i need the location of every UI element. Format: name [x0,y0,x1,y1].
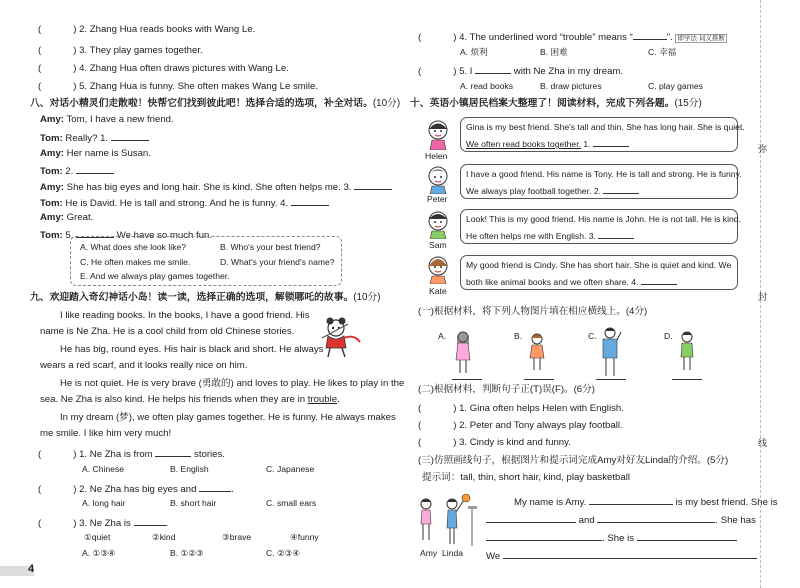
figure-label: B. [514,331,523,341]
person-name: Amy [420,548,438,558]
option: D. What's your friend's name? [220,257,335,267]
bubble-line: Look! This is my good friend. His name is John. He is not tall. He is kind. [466,214,741,224]
peter-avatar [426,164,450,194]
writing-line: We [486,549,757,563]
passage-line: In my dream (梦), we often play games together. He is funny. He always makes [60,412,396,423]
question-3: ( ) 3. Ne Zha is . [38,518,169,529]
dialog-line: Amy: Tom, I have a new friend. [40,114,174,125]
sam-avatar [426,209,450,239]
bubble-line: We often read books together. 1. [466,137,629,150]
option: B. English [170,464,209,474]
hint-words: 提示词：tall, thin, short hair, kind, play basketball [422,472,630,483]
side-char: 封 [758,292,768,302]
dialog-line: Tom: Really? 1. [40,131,149,145]
option: B. short hair [170,498,217,508]
option: B. ①②③ [170,548,204,558]
dialog-line: Tom: He is David. He is tall and strong. And he is funny. 4. [40,196,329,210]
page-number: 4 [28,563,35,575]
option: B. 困难 [540,47,568,57]
option: A. long hair [82,498,126,508]
answer-line[interactable] [452,370,482,380]
person-name: Sam [429,240,447,250]
answer-line[interactable] [524,370,554,380]
option: C. 幸福 [648,47,677,57]
option: B. draw pictures [540,81,602,91]
sub-option: ④funny [290,532,319,542]
tf-item: ( ) 2. Peter and Tony always play football. [418,420,623,431]
bubble-line: I have a good friend. His name is Tony. He is tall and strong. He is funny. [466,169,742,179]
figure-a [452,330,474,374]
option: A. What does she look like? [80,242,187,252]
person-name: Peter [427,194,448,204]
passage-line: He has big, round eyes. His hair is black and short. He always [60,344,324,355]
tf-item: ( ) 1. Gina often helps Helen with English. [418,403,624,414]
figure-label: C. [588,331,597,341]
kate-avatar [426,254,450,284]
question-5: ( ) 5. I with Ne Zha in my dream. [418,66,624,77]
prev-item: ( ) 3. They play games together. [38,45,203,56]
question-2: ( ) 2. Ne Zha has big eyes and . [38,484,234,495]
option: C. Japanese [266,464,315,474]
prev-item: ( ) 5. Zhang Hua is funny. She often makes Wang Le smile. [38,81,319,92]
question-1: ( ) 1. Ne Zha is from stories. [38,449,225,460]
passage-line: name is Ne Zha. He is a cool child from old Chinese stories. [40,326,295,337]
side-char: 弥 [758,144,768,154]
answer-line[interactable] [672,370,702,380]
dialog-line: Amy: Her name is Susan. [40,148,151,159]
sub-option: ②kind [152,532,176,542]
question-4: ( ) 4. The underlined word “trouble” means “ ”. 即学法·词义推断 [418,32,725,43]
figure-b [526,332,548,372]
option: A. 烦利 [460,47,488,57]
person-name: Helen [425,151,448,161]
writing-line: My name is Amy. is my best friend. She is [514,497,778,508]
bubble-line: My good friend is Cindy. She has short hair. She is quiet and kind. We [466,260,732,270]
answer-line[interactable] [596,370,626,380]
part-2-title: (二)根据材料，判断句子正(T)误(F)。(6分) [418,384,595,395]
side-char: 线 [758,438,768,448]
option: B. Who's your best friend? [220,242,321,252]
section-10-title: 十、英语小镇居民档案大整理了！阅读材料，完成下列各题。(15分) [410,98,702,109]
bubble-line: Gina is my best friend. She's tall and thin. She has long hair. She is quiet. [466,122,745,132]
option: C. ②③④ [266,548,301,558]
bubble-line: We always play football together. 2. [466,184,639,197]
figure-label: A. [438,331,447,341]
option: A. read books [460,81,514,91]
part-1-title: (一)根据材料，将下列人物图片填在相应横线上。(4分) [418,306,648,317]
person-name: Kate [429,286,447,296]
dialog-line: Tom: 2. [40,164,114,178]
sub-option: ①quiet [84,532,111,542]
dialog-line: Amy: She has big eyes and long hair. She is kind. She often helps me. 3. [40,180,392,194]
dialog-line: Tom: 5. We have so much fun. [40,230,213,241]
part-3-title: (三)仿照画线句子，根据图片和提示词完成Amy对好友Linda的介绍。(5分) [418,455,729,466]
section-9-title: 九、欢迎踏入奇幻神话小岛！读一读，选择正确的选项，解锁哪吒的故事。(10分) [30,292,381,303]
option: A. Chinese [82,464,125,474]
bubble-line: both like animal books and we often share. 4. [466,275,677,288]
sub-option: ③brave [222,532,252,542]
passage-line: I like reading books. In the books, I have a good friend. His [60,310,310,321]
option: A. ①③④ [82,548,116,558]
nezha-illustration [318,316,362,358]
passage-line: me smile. I like him very much! [40,428,172,439]
prev-item: ( ) 2. Zhang Hua reads books with Wang Le. [38,24,256,35]
option: C. play games [648,81,703,91]
passage-line: wears a red scarf, and it looks really nice on him. [40,360,248,371]
section-8-title: 八、对话小精灵们走散啦！快帮它们找到彼此吧！选择合适的选项，补全对话。(10分) [30,98,401,109]
amy-linda-illustration [412,490,478,546]
tf-item: ( ) 3. Cindy is kind and funny. [418,437,571,448]
prev-item: ( ) 4. Zhang Hua often draws pictures with Wang Le. [38,63,289,74]
dialog-line: Amy: Great. [40,212,94,223]
option: E. And we always play games together. [80,271,230,281]
figure-d [676,330,698,372]
figure-label: D. [664,331,673,341]
person-name: Linda [442,548,464,558]
bubble-line: He often helps me with English. 3. [466,229,634,242]
helen-avatar [426,118,450,150]
passage-line: He is not quiet. He is very brave (勇敢的) and loves to play. He likes to play in the [60,378,405,389]
writing-line: and . She has [486,513,756,527]
passage-line: sea. Ne Zha is also kind. He helps his friends when they are in trouble. [40,394,340,405]
option: C. He often makes me smile. [80,257,191,267]
option: C. small ears [266,498,317,508]
writing-line: . She is [486,531,737,545]
